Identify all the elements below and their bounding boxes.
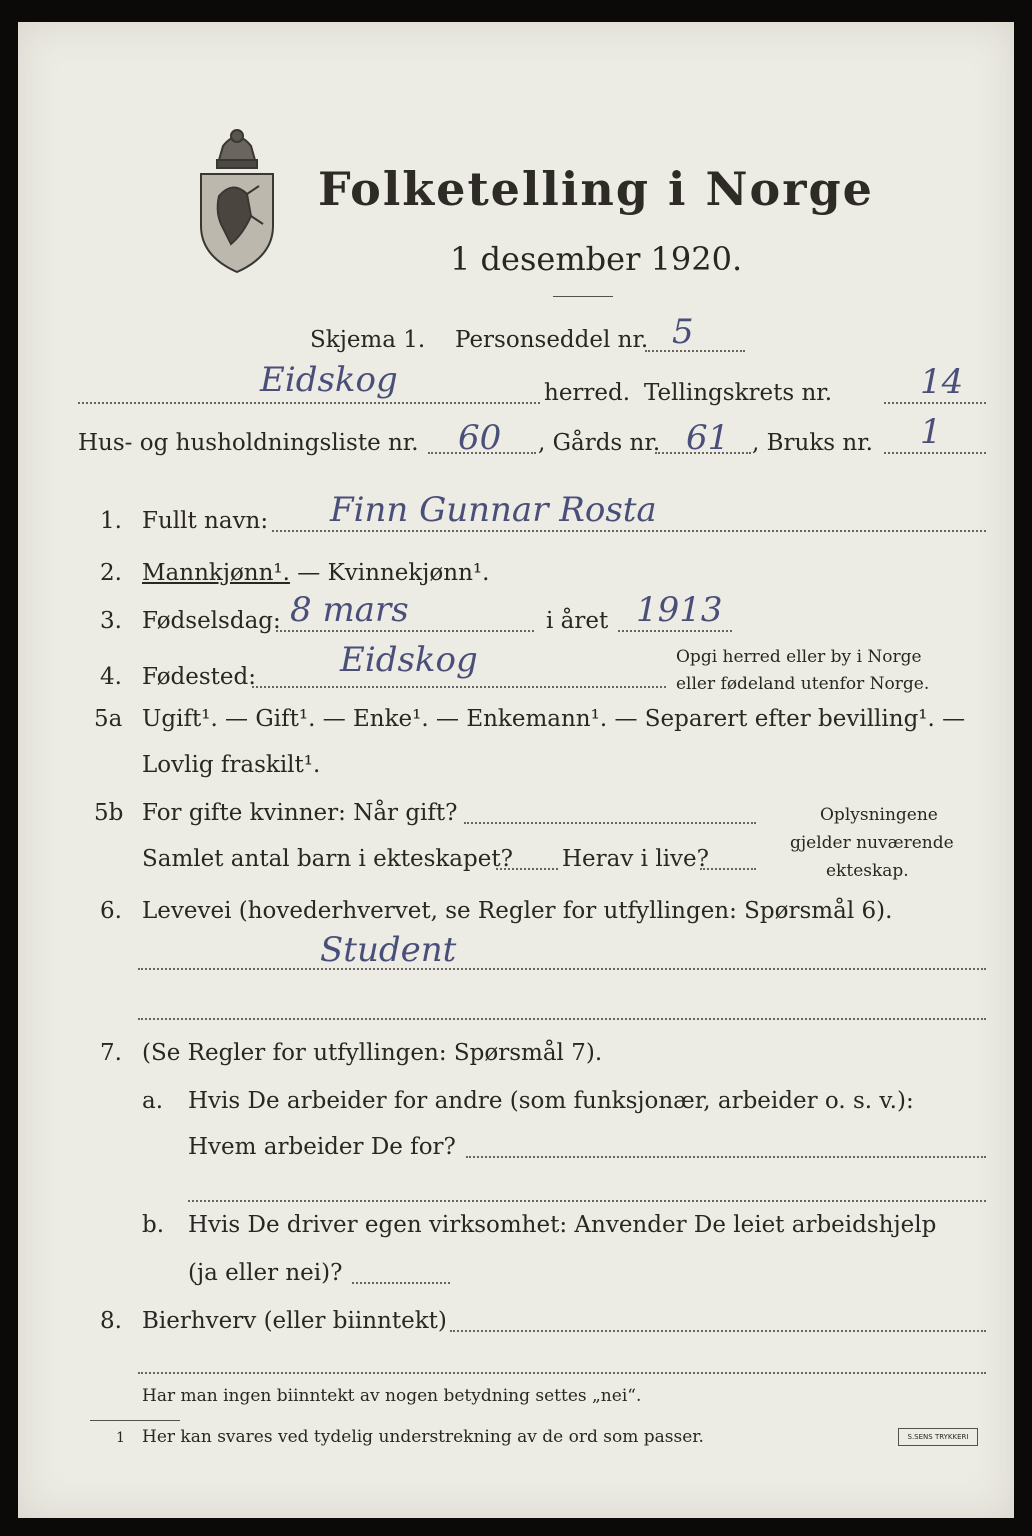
male-option[interactable]: Mannkjønn¹.: [142, 560, 290, 586]
q8-label: Bierhverv (eller biinntekt): [142, 1308, 447, 1334]
birthplace-note-2: eller fødeland utenfor Norge.: [676, 674, 930, 694]
occupation-value[interactable]: Student: [320, 930, 457, 970]
q1-number: 1.: [100, 508, 122, 534]
birthplace-line: [252, 686, 666, 688]
birthday-value[interactable]: 8 mars: [290, 590, 409, 630]
q3-label: Fødselsdag:: [142, 608, 281, 634]
hus-label: Hus- og husholdningsliste nr.: [78, 430, 419, 456]
children-line: [496, 868, 558, 870]
personseddel-value[interactable]: 5: [672, 312, 694, 352]
q2-options: Mannkjønn¹. — Kvinnekjønn¹.: [142, 560, 490, 586]
herred-line: [78, 402, 540, 404]
q8-number: 8.: [100, 1308, 122, 1334]
footnote-divider: [90, 1420, 180, 1421]
q2-number: 2.: [100, 560, 122, 586]
employer-label: Hvem arbeider De for?: [188, 1134, 456, 1160]
herred-value[interactable]: Eidskog: [260, 360, 398, 400]
side-income-note: Har man ingen biinntekt av nogen betydning settes „nei“.: [142, 1386, 642, 1406]
marital-status-options[interactable]: Ugift¹. — Gift¹. — Enke¹. — Enkemann¹. — Separert efter bevilling¹. —: [142, 706, 966, 732]
q4-number: 4.: [100, 664, 122, 690]
skjema-label: Skjema 1.: [310, 327, 426, 353]
gards-value[interactable]: 61: [686, 418, 730, 458]
q7b-label: Hvis De driver egen virksomhet: Anvender De leiet arbeidshjelp: [188, 1212, 937, 1238]
female-option[interactable]: Kvinnekjønn¹.: [327, 560, 490, 586]
married-when-label: For gifte kvinner: Når gift?: [142, 800, 458, 826]
tellingskrets-label: Tellingskrets nr.: [644, 380, 833, 406]
herred-label: herred.: [544, 380, 631, 406]
census-date: 1 desember 1920.: [450, 240, 743, 278]
children-label: Samlet antal barn i ekteskapet?: [142, 846, 513, 872]
year-line: [618, 630, 732, 632]
footnote-text: Her kan svares ved tydelig understrekning av de ord som passer.: [142, 1427, 704, 1447]
q6-label: Levevei (hovederhvervet, se Regler for utfyllingen: Spørsmål 6).: [142, 898, 893, 924]
hired-help-label: (ja eller nei)?: [188, 1260, 343, 1286]
hired-help-line: [352, 1282, 450, 1284]
q4-label: Fødested:: [142, 664, 257, 690]
q5b-number: 5b: [94, 800, 124, 826]
occupation-line-2: [138, 1018, 986, 1020]
marriage-note-1: Oplysningene: [820, 805, 938, 825]
alive-line: [700, 868, 756, 870]
year-label: i året: [546, 608, 609, 634]
bruks-label: , Bruks nr.: [752, 430, 873, 456]
q1-line: [272, 530, 986, 532]
footnote-mark: 1: [116, 1430, 125, 1446]
title-divider: [553, 296, 613, 297]
employer-line-1: [466, 1156, 986, 1158]
hus-value[interactable]: 60: [458, 418, 502, 458]
bruks-value[interactable]: 1: [920, 412, 942, 452]
q7b-number: b.: [142, 1212, 165, 1238]
q7-label: (Se Regler for utfyllingen: Spørsmål 7).: [142, 1040, 603, 1066]
marriage-note-3: ekteskap.: [826, 861, 909, 881]
birthplace-value[interactable]: Eidskog: [340, 640, 478, 680]
coat-of-arms-icon: [193, 116, 281, 276]
q1-label: Fullt navn:: [142, 508, 269, 534]
printer-stamp: S.SENS TRYKKERI: [898, 1428, 978, 1446]
birthplace-note-1: Opgi herred eller by i Norge: [676, 647, 922, 667]
side-income-line-1: [450, 1330, 986, 1332]
q6-number: 6.: [100, 898, 122, 924]
q7a-label: Hvis De arbeider for andre (som funksjonær, arbeider o. s. v.):: [188, 1088, 914, 1114]
marital-status-divorced[interactable]: Lovlig fraskilt¹.: [142, 752, 321, 778]
q3-number: 3.: [100, 608, 122, 634]
personseddel-line: [645, 350, 745, 352]
marriage-note-2: gjelder nuværende: [790, 833, 954, 853]
tellingskrets-line: [884, 402, 986, 404]
q7-number: 7.: [100, 1040, 122, 1066]
employer-line-2: [188, 1200, 986, 1202]
full-name-value[interactable]: Finn Gunnar Rosta: [330, 490, 657, 530]
side-income-line-2: [138, 1372, 986, 1374]
married-when-line: [464, 822, 756, 824]
personseddel-label: Personseddel nr.: [455, 327, 649, 353]
alive-label: Herav i live?: [562, 846, 709, 872]
tellingskrets-value[interactable]: 14: [920, 362, 964, 402]
q7a-number: a.: [142, 1088, 164, 1114]
form-title: Folketelling i Norge: [318, 162, 874, 216]
year-value[interactable]: 1913: [636, 590, 723, 630]
gards-label: , Gårds nr.: [538, 430, 661, 456]
occupation-line-1: [138, 968, 986, 970]
bruks-line: [884, 452, 986, 454]
q5a-number: 5a: [94, 706, 123, 732]
birthday-line: [276, 630, 534, 632]
